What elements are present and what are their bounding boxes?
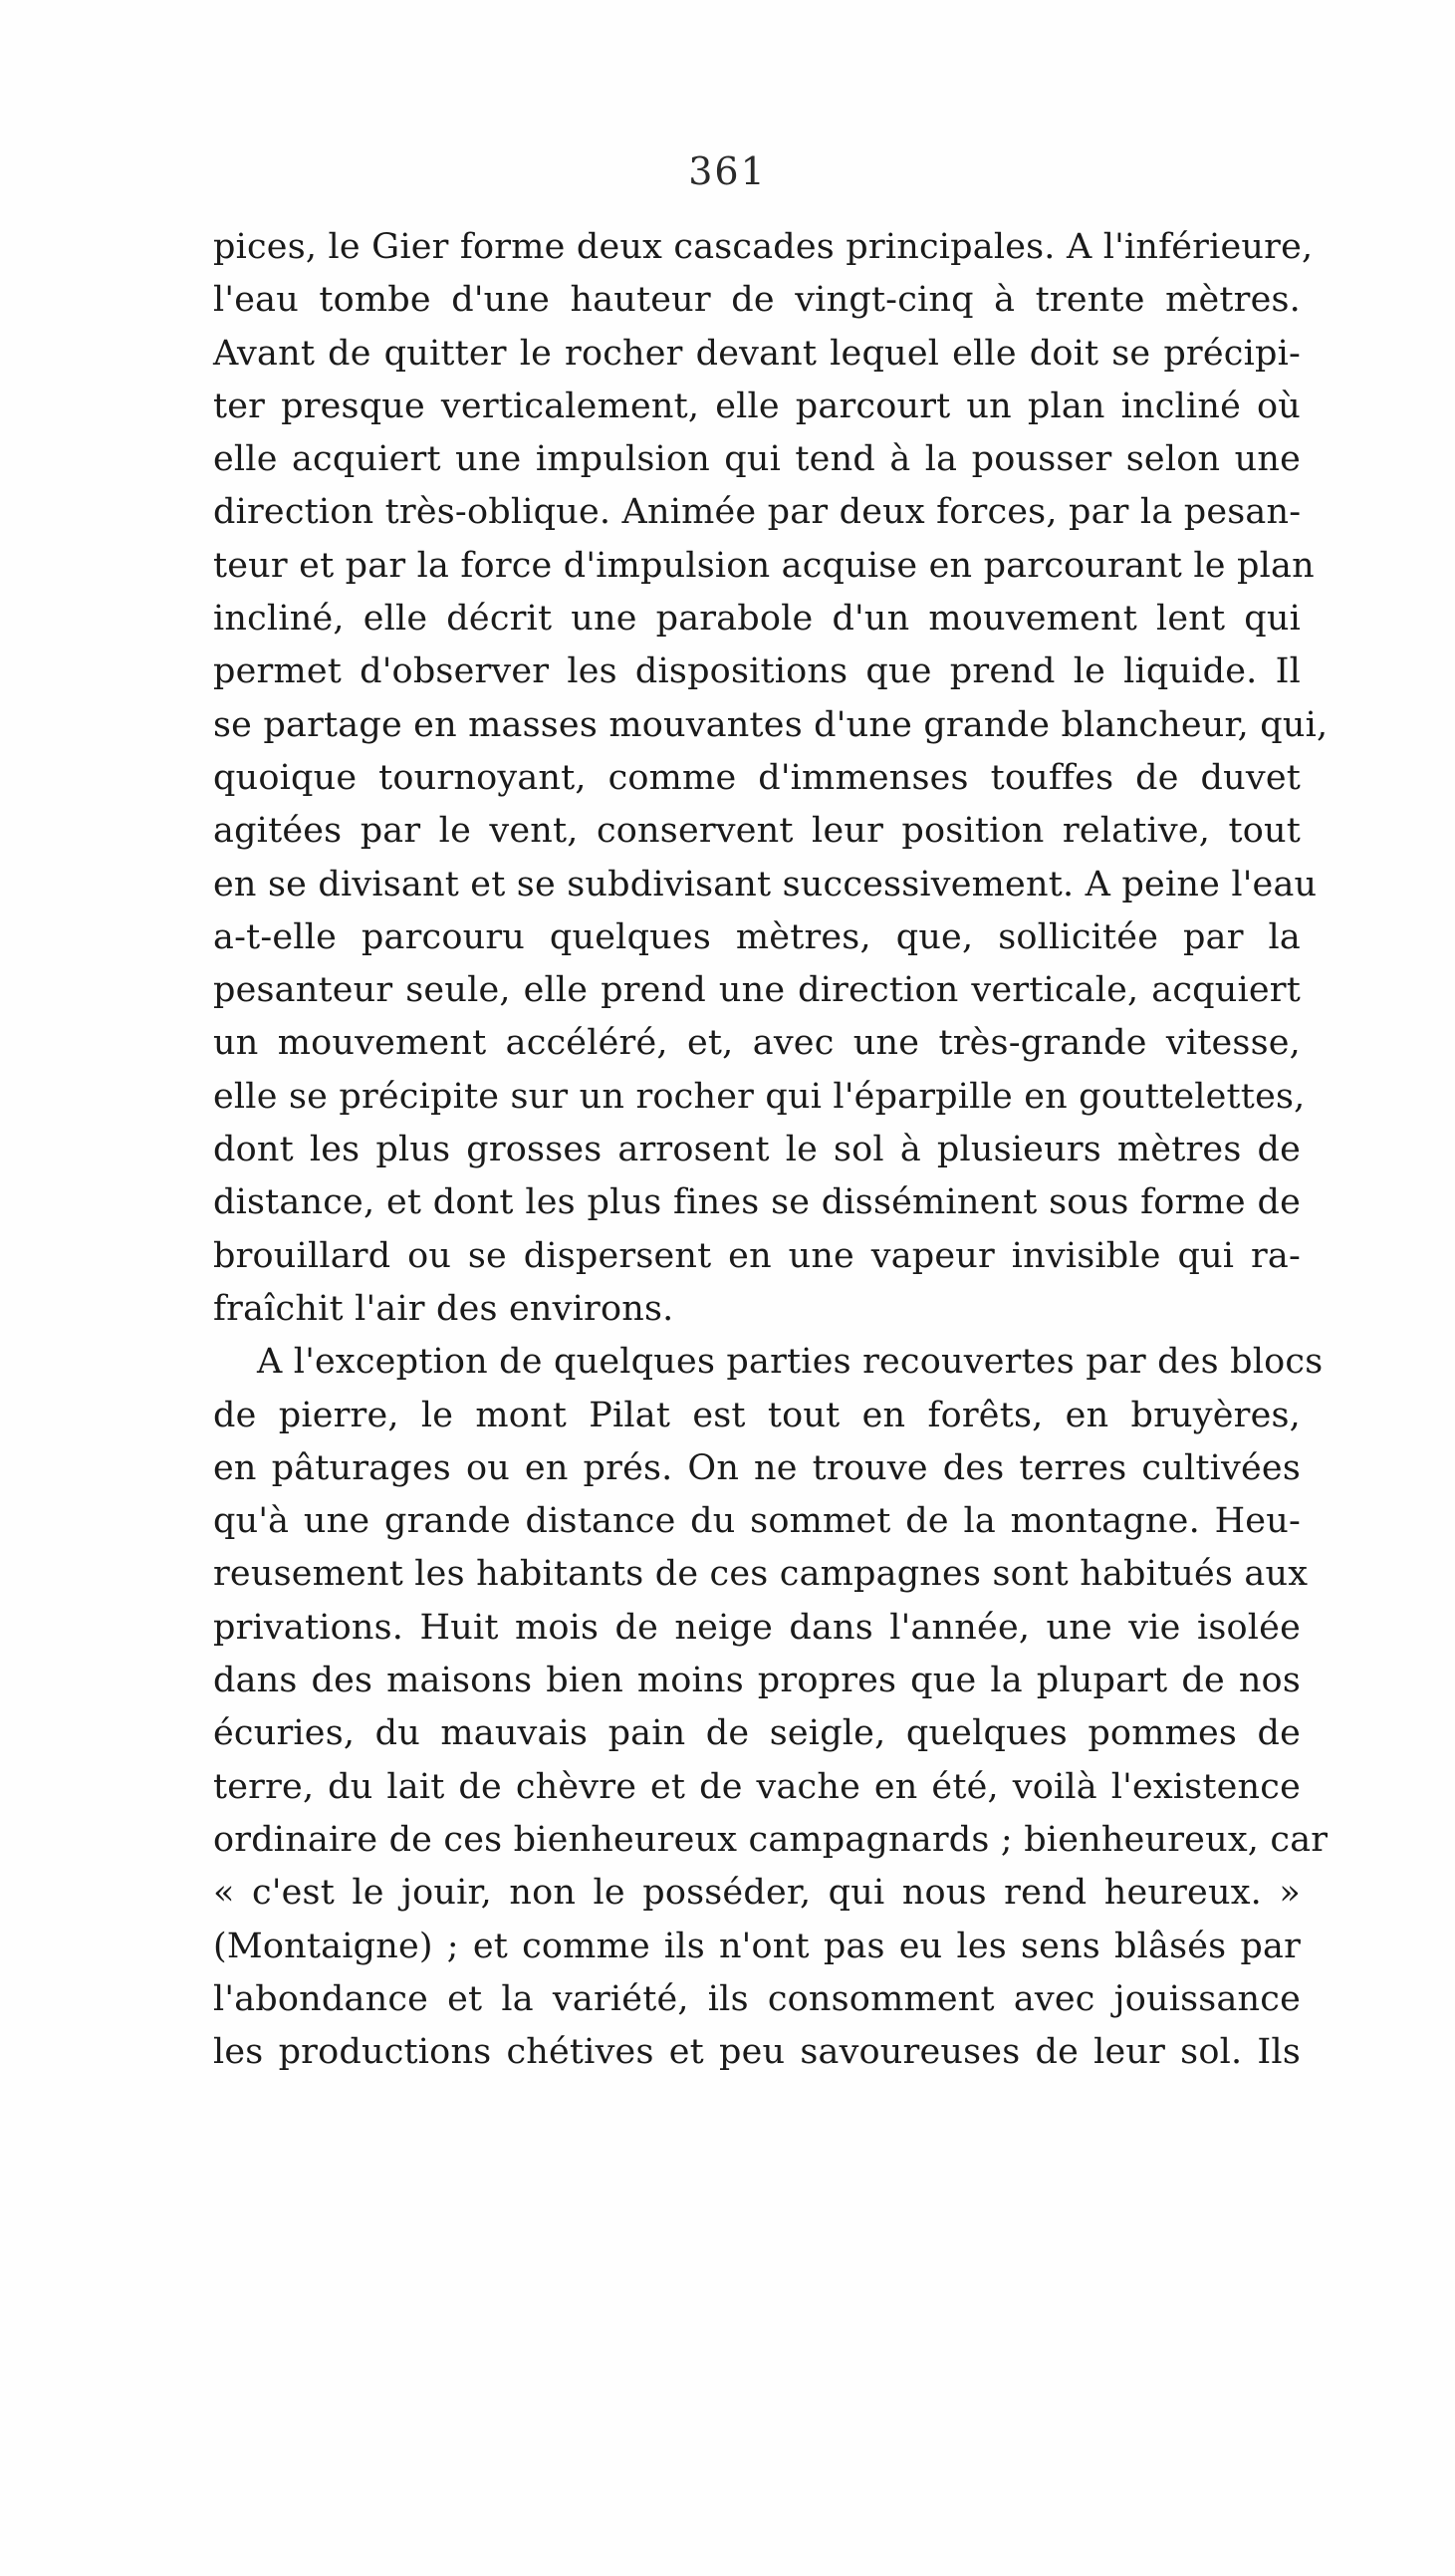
text-line: elle acquiert une impulsion qui tend à la pousser selon une <box>213 439 1301 480</box>
text-line: ordinaire de ces bienheureux campagnards ; bienheureux, car <box>213 1819 1329 1860</box>
text-line: incliné, elle décrit une parabole d'un mouvement lent qui <box>213 599 1301 640</box>
body-text <box>213 221 1329 2079</box>
text-line: écuries, du mauvais pain de seigle, quelques pommes de <box>213 1713 1301 1754</box>
text-line: en pâturages ou en prés. On ne trouve des terres cultivées <box>213 1447 1301 1488</box>
text-line: (Montaigne) ; et comme ils n'ont pas eu les sens blâsés par <box>213 1926 1301 1966</box>
text-line: de pierre, le mont Pilat est tout en forêts, en bruyères, <box>213 1395 1301 1435</box>
text-line: privations. Huit mois de neige dans l'année, une vie isolée <box>213 1607 1301 1648</box>
text-line: reusement les habitants de ces campagnes sont habitués aux <box>213 1554 1309 1595</box>
text-line: direction très-oblique. Animée par deux forces, par la pesan- <box>213 492 1302 533</box>
text-line: A l'exception de quelques parties recouvertes par des blocs <box>257 1342 1324 1383</box>
text-line: Avant de quitter le rocher devant lequel elle doit se précipi- <box>213 333 1301 374</box>
text-line: a-t-elle parcouru quelques mètres, que, sollicitée par la <box>213 916 1301 957</box>
text-line: dont les plus grosses arrosent le sol à plusieurs mètres de <box>213 1130 1301 1170</box>
text-line: distance, et dont les plus fines se disséminent sous forme de <box>213 1182 1301 1223</box>
text-line: les productions chétives et peu savoureuses de leur sol. Ils <box>213 2032 1301 2073</box>
text-line: quoique tournoyant, comme d'immenses touffes de duvet <box>213 757 1301 798</box>
text-line: l'eau tombe d'une hauteur de vingt-cinq à trente mètres. <box>213 280 1301 321</box>
text-line: agitées par le vent, conservent leur position relative, tout <box>213 811 1301 852</box>
text-line: terre, du lait de chèvre et de vache en été, voilà l'existence <box>213 1766 1301 1807</box>
text-line: dans des maisons bien moins propres que la plupart de nos <box>213 1661 1301 1701</box>
paragraph-2 <box>213 1336 1329 2079</box>
text-line: qu'à une grande distance du sommet de la montagne. Heu- <box>213 1501 1301 1542</box>
text-line: ter presque verticalement, elle parcourt un plan incliné où <box>213 386 1301 426</box>
text-line: elle se précipite sur un rocher qui l'éparpille en gouttelettes, <box>213 1076 1306 1117</box>
text-line: un mouvement accéléré, et, avec une très-grande vitesse, <box>213 1023 1301 1064</box>
text-line: teur et par la force d'impulsion acquise en parcourant le plan <box>213 545 1315 586</box>
text-line: se partage en masses mouvantes d'une grande blancheur, qui, <box>213 704 1329 745</box>
text-line: l'abondance et la variété, ils consomment avec jouissance <box>213 1978 1301 2019</box>
text-line: fraîchit l'air des environs. <box>213 1288 674 1329</box>
text-line: pesanteur seule, elle prend une direction verticale, acquiert <box>213 970 1301 1011</box>
text-line: pices, le Gier forme deux cascades principales. A l'inférieure, <box>213 227 1314 267</box>
text-line: « c'est le jouir, non le posséder, qui nous rend heureux. » <box>213 1873 1301 1914</box>
paragraph-1 <box>213 221 1329 1336</box>
page-number: 361 <box>688 149 767 193</box>
text-line: en se divisant et se subdivisant successivement. A peine l'eau <box>213 864 1318 904</box>
text-line: permet d'observer les dispositions que prend le liquide. Il <box>213 651 1301 692</box>
text-line: brouillard ou se dispersent en une vapeur invisible qui ra- <box>213 1235 1301 1276</box>
